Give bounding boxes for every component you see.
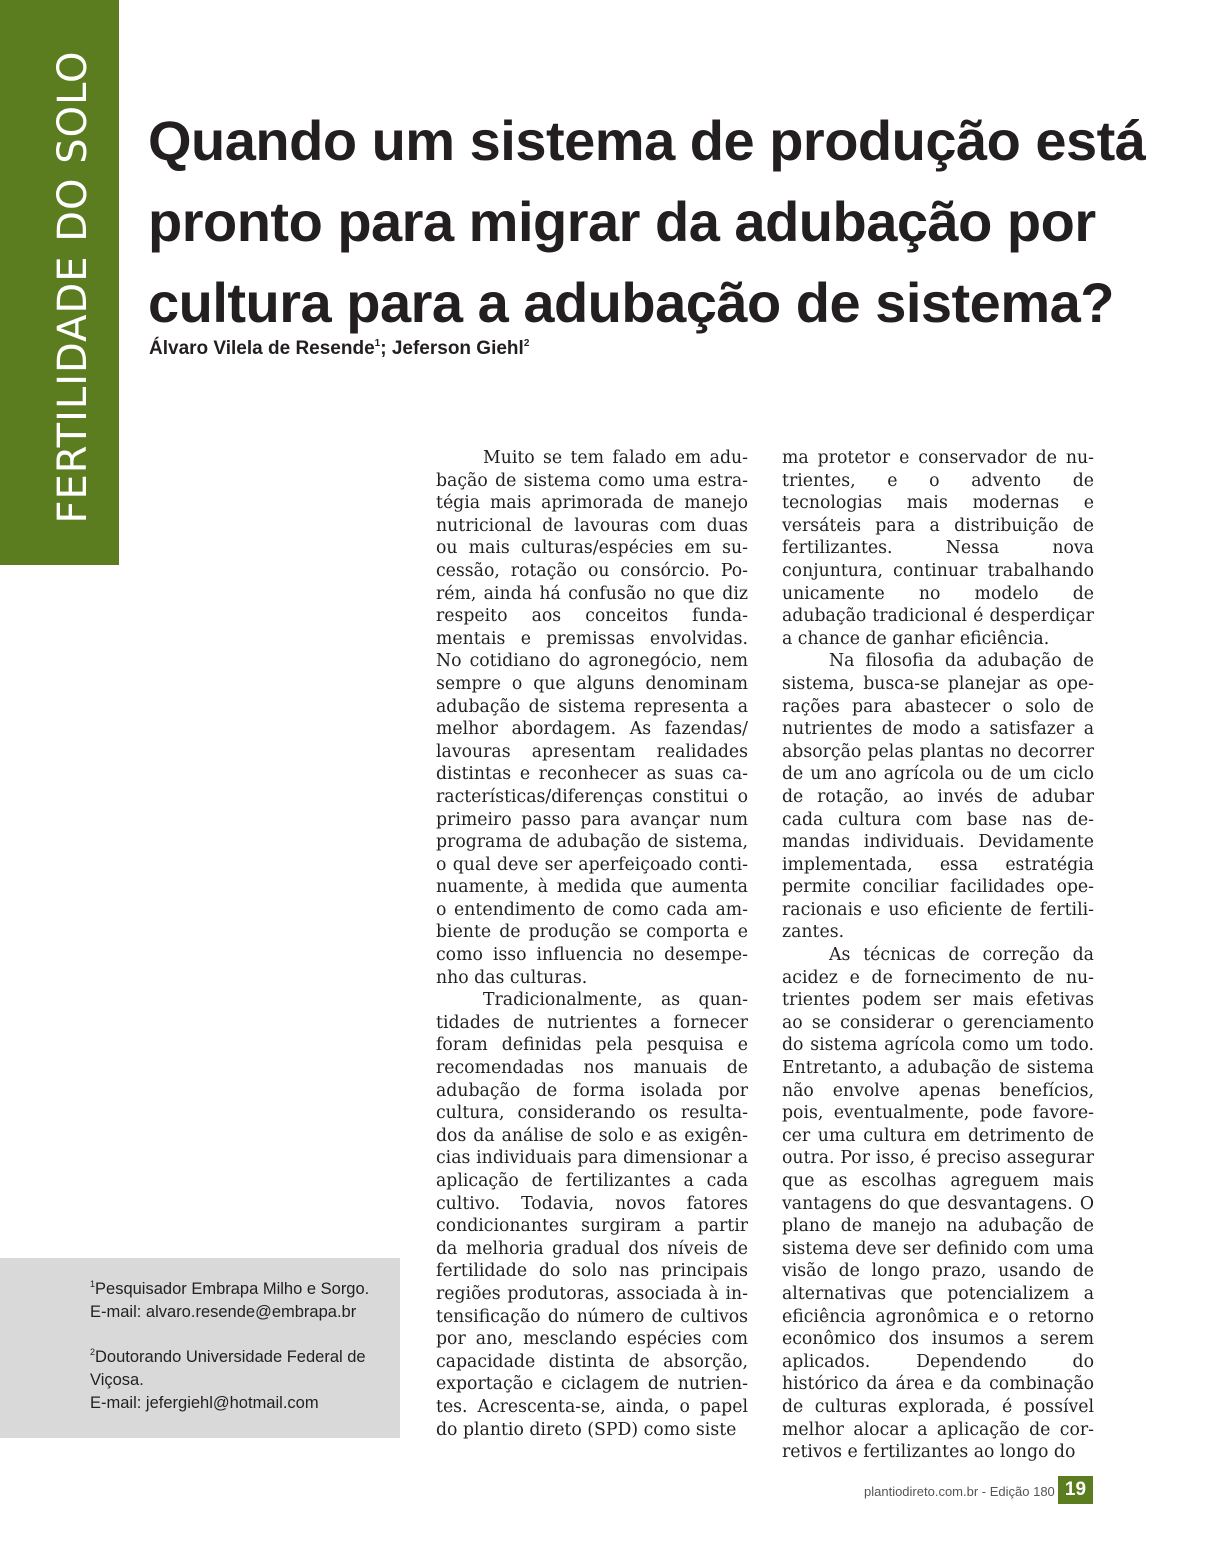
- title-line: pronto para migrar da adubação por: [148, 190, 1096, 253]
- authors-line: [149, 338, 529, 360]
- body-paragraph: ma protetor e conservador de nutrientes, e o advento de tecnologias mais modernas e versáteis para a distribuição de fertilizantes. Nessa nova conjuntura, continuar trabalhando unicamente no modelo de adubação tradicional é desperdiçar a chance de ganhar eficiência.: [782, 448, 1094, 649]
- footer-site-edition: plantiodireto.com.br - Edição 180: [864, 1484, 1055, 1499]
- footnote-mark: 1: [90, 1279, 96, 1289]
- author-separator: ;: [380, 338, 392, 359]
- author-footnote-mark: 1: [374, 338, 381, 349]
- author-name: Álvaro Vilela de Resende: [149, 338, 375, 359]
- body-column-right: [782, 447, 1094, 1464]
- title-line: cultura para a adubação de sistema?: [148, 271, 1114, 334]
- body-column-left: [436, 447, 748, 1441]
- footnote-email: E-mail: jefergiehl@hotmail.com: [90, 1394, 319, 1412]
- footnote-1: [90, 1273, 369, 1324]
- body-paragraph: As técnicas de correção da acidez e de fornecimento de nutrientes podem ser mais efetivas ao se considerar o gerenciamento do sistema agrícola como um todo. Entretanto, a adubação de sistema não envolve apenas benefícios, pois, eventualmente, pode favorecer uma cultura em detrimento de outra. Por isso, é preciso assegurar que as escolhas agreguem mais vantagens do que desvantagens. O plano de manejo na adubação de sistema deve ser definido com uma visão de longo prazo, usando de alternativas que potencializem a eficiência agronômica e o retorno econômico dos insumos a serem aplicados. Dependendo do histórico da área e da combinação de culturas explorada, é possível melhor alocar a aplicação de corretivos e fertilizantes ao longo do: [782, 945, 1094, 1463]
- footnote-2: [90, 1341, 366, 1415]
- section-label: FERTILIDADE DO SOLO: [50, 50, 96, 524]
- body-paragraph: Muito se tem falado em adubação de sistema como uma estratégia mais aprimorada de manejo nutricional de lavouras com duas ou mais culturas/espécies em sucessão, rotação ou consórcio. Porém, ainda há confusão no que diz respeito aos conceitos fundamentais e premissas envolvidas. No cotidiano do agronegócio, nem sempre o que alguns denominam adubação de sistema representa a melhor abordagem. As fazendas/ lavouras apresentam realidades distintas e reconhecer as suas características/diferenças constitui o primeiro passo para avançar num programa de adubação de sistema, o qual deve ser aperfeiçoado continuamente, à medida que aumenta o entendimento de como cada ambiente de produção se comporta e como isso influencia no desempenho das culturas.: [436, 448, 748, 988]
- footnote-email: E-mail: alvaro.resende@embrapa.br: [90, 1303, 357, 1321]
- footnote-affiliation: Doutorando Universidade Federal de: [95, 1348, 366, 1366]
- footnote-mark: 2: [90, 1347, 96, 1357]
- footnote-affiliation: Pesquisador Embrapa Milho e Sorgo.: [95, 1280, 370, 1298]
- body-paragraph: Tradicionalmente, as quantidades de nutrientes a fornecer foram definidas pela pesquisa e recomendadas nos manuais de adubação de forma isolada por cultura, considerando os resultados da análise de solo e as exigências individuais para dimensionar a aplicação de fertilizantes a cada cultivo. Todavia, novos fatores condicionantes surgiram a partir da melhoria gradual dos níveis de fertilidade do solo nas principais regiões produtoras, associada à intensificação do número de cultivos por ano, mesclando espécies com capacidade distinta de absorção, exportação e ciclagem de nutrientes. Acrescenta-se, ainda, o papel do plantio direto (SPD) como siste: [436, 990, 748, 1440]
- body-paragraph: Na filosofia da adubação de sistema, busca-se planejar as operações para abastecer o solo de nutrientes de modo a satisfazer a absorção pelas plantas no decorrer de um ano agrícola ou de um ciclo de rotação, ao invés de adubar cada cultura com base nas demandas individuais. Devidamente implementada, essa estratégia permite conciliar facilidades operacionais e uso eficiente de fertilizantes.: [782, 651, 1094, 943]
- author-name: Jeferson Giehl: [391, 338, 524, 359]
- footnote-affiliation-cont: Viçosa.: [90, 1371, 144, 1389]
- page-number: 19: [1058, 1476, 1093, 1504]
- section-side-bar: [0, 0, 119, 565]
- article-title: [148, 100, 1188, 343]
- title-line: Quando um sistema de produção está: [148, 109, 1146, 172]
- author-footnote-mark: 2: [523, 338, 530, 349]
